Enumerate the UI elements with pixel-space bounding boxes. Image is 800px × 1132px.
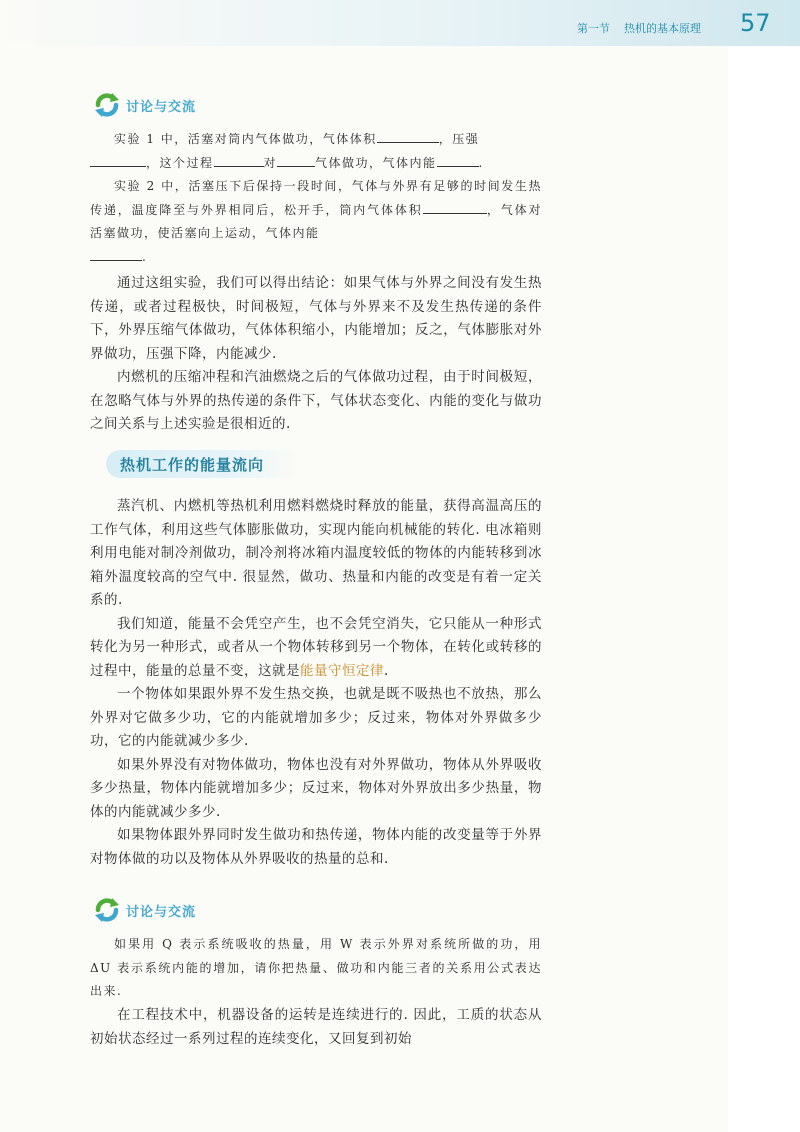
- discuss1-para2: [90, 175, 542, 246]
- discuss1-p2b: ，气体对活塞做功，使活塞向上运动，气体内能: [90, 202, 542, 240]
- answer-blank: [90, 154, 146, 167]
- discuss1-line2: [90, 152, 542, 176]
- body3-p1: 在工程技术中，机器设备的运转是连续进行的. 因此，工质的状态从初始状态经过一系列过程的连续变化，又回复到初始: [90, 1007, 542, 1047]
- discuss2-text: [90, 933, 542, 1004]
- body2-p4: 如果外界没有对物体做功，物体也没有对外界做功，物体从外界吸收多少热量，物体内能就增加多少；反过来，物体对外界放出多少热量，物体的内能就减少多少.: [90, 756, 542, 820]
- discuss1-l2d: .: [478, 155, 484, 170]
- discuss1-l1b: ，压强: [438, 132, 480, 146]
- body3: [90, 1004, 542, 1051]
- answer-blank: [423, 201, 487, 214]
- discuss1-l2a: ，这个过程: [146, 155, 214, 170]
- discuss1-l2b: 对: [263, 155, 278, 170]
- discuss1-p2: 实验 2 中，活塞压下后保持一段时间，气体与外界有足够的时间发生热传递，温度降至与外界相同后，松开手，筒内气体体积: [90, 179, 542, 217]
- body1-p2: 内燃机的压缩冲程和汽油燃烧之后的气体做功过程，由于时间极短，在忽略气体与外界的热传递的条件下，气体状态变化、内能的变化与做功之间关系与上述实验是很相近的.: [90, 369, 542, 432]
- body2-p2b: .: [384, 662, 389, 679]
- discuss1-text: [90, 128, 542, 269]
- header-chapter-title: 热机的基本原理: [624, 22, 701, 35]
- answer-blank: [377, 130, 439, 143]
- discuss1-l2c: 气体做功，气体内能: [315, 155, 437, 170]
- answer-blank: [214, 154, 264, 167]
- page-number: 57: [740, 9, 771, 37]
- page-right-margin: [728, 0, 800, 1132]
- answer-blank: [277, 154, 315, 167]
- body1-p1: 通过这组实验，我们可以得出结论：如果气体与外界之间没有发生热传递，或者过程极快，时间极短，气体与外界来不及发生热传递的条件下，外界压缩气体做功，气体体积缩小，内能增加；反之，气体膨胀对外界做功，压强下降，内能减少.: [90, 275, 542, 362]
- answer-blank: [90, 248, 142, 261]
- answer-blank: [437, 154, 479, 167]
- body1: [90, 272, 542, 437]
- body2-p5: 如果物体跟外界同时发生做功和热传递，物体内能的改变量等于外界对物体做的功以及物体从外界吸收的热量的总和.: [90, 827, 542, 867]
- body2-p2: [90, 613, 542, 684]
- discuss1-line-end: [90, 246, 542, 270]
- header-section: 第一节: [577, 22, 610, 35]
- discuss-label: 讨论与交流: [126, 904, 197, 920]
- discuss-cycle-icon: [92, 90, 122, 120]
- body2-p3: 一个物体如果跟外界不发生热交换，也就是既不吸热也不放热，那么外界对它做多少功，它的内能就增加多少；反过来，物体对外界做多少功，它的内能就减少多少.: [90, 686, 542, 749]
- discuss1-p2c: .: [142, 249, 148, 264]
- page-header: [0, 0, 800, 46]
- discuss-cycle-icon: [92, 895, 122, 925]
- discuss2-p1: 如果用 Q 表示系统吸收的热量，用 W 表示外界对系统所做的功，用 ΔU 表示系统内能的增加，请你把热量、做功和内能三者的关系用公式表达出来.: [90, 937, 542, 998]
- running-header: [577, 20, 701, 36]
- body2-p2a: 我们知道，能量不会凭空产生，也不会凭空消失，它只能从一种形式转化为另一种形式，或者从一个物体转移到另一个物体，在转化或转移的过程中，能量的总量不变，这就是: [90, 615, 542, 679]
- discuss1-line1: [90, 128, 542, 152]
- body2-p1: 蒸汽机、内燃机等热机利用燃料燃烧时释放的能量，获得高温高压的工作气体，利用这些气体膨胀做功，实现内能向机械能的转化. 电冰箱则利用电能对制冷剂做功，制冷剂将冰箱内温度较低的物体的内能转移到冰箱外温度较高的空气中. 很显然，做功、热量和内能的改变是有着一定关系的.: [90, 498, 542, 608]
- section-heading: 热机工作的能量流向: [120, 456, 265, 474]
- discuss-label: 讨论与交流: [126, 99, 197, 115]
- body2: [90, 495, 542, 871]
- discuss-badge-1: [92, 88, 196, 122]
- discuss1-l1a: 实验 1 中，活塞对筒内气体做功，气体体积: [114, 132, 377, 146]
- key-term: 能量守恒定律: [300, 662, 384, 679]
- discuss-badge-2: [92, 893, 196, 927]
